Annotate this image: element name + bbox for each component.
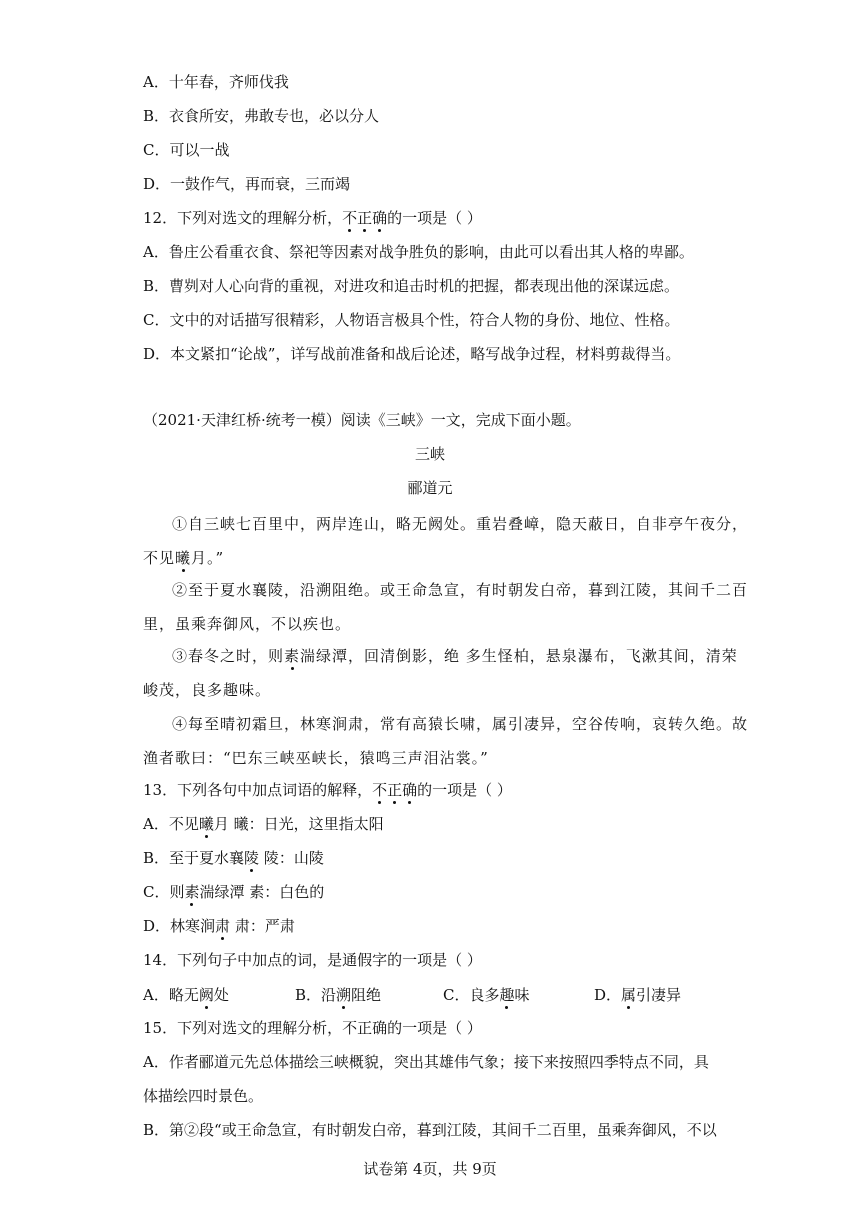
passage-intro: （2021·天津红桥·统考一模）阅读《三峡》一文，完成下面小题。: [143, 411, 581, 429]
passage-title: 三峡: [414, 445, 445, 463]
text: 味: [514, 986, 530, 1004]
q11-option-d: D．一鼓作气，再而衰，三而竭: [143, 175, 351, 193]
emph-char: 确: [402, 781, 418, 799]
emph-char: 素: [284, 647, 301, 665]
emph-char: 曦: [198, 815, 214, 833]
q12-option-b: B．曹刿对人心向背的重视，对进攻和追击时机的把握，都表现出他的深谋远虑。: [143, 277, 680, 295]
text: 月 曦：日光，这里指太阳: [213, 815, 384, 833]
q15-stem: 15．下列对选文的理解分析，不正确的一项是（ ）: [143, 1019, 482, 1037]
text: 处: [213, 986, 229, 1004]
emph-char: 正: [357, 209, 373, 227]
text: 阻绝: [351, 986, 382, 1004]
emph-char: 正: [387, 781, 403, 799]
q15-option-a-line2: 体描绘四时景色。: [143, 1087, 264, 1105]
q13-option-b: [143, 848, 324, 868]
emph-char: 不: [342, 209, 358, 227]
text: C．良多: [443, 986, 500, 1004]
emph-char: 属: [621, 986, 637, 1004]
passage-p1-line2: [143, 548, 224, 568]
q12-stem-post: 的一项是（ ）: [387, 209, 482, 227]
text: B．至于夏水襄: [143, 849, 245, 867]
text: 引凄异: [636, 986, 682, 1004]
passage-author: 郦道元: [407, 479, 453, 497]
q14-stem: 14．下列句子中加点的词，是通假字的一项是（ ）: [143, 951, 482, 969]
passage-p2-line1: ②至于夏水襄陵，沿溯阻绝。或王命急宣，有时朝发白帝，暮到江陵，其间千二百: [172, 581, 749, 599]
q14-option-c: [443, 984, 530, 1005]
q14-option-a: [143, 984, 229, 1005]
q12-stem-pre: 12．下列对选文的理解分析，: [143, 209, 343, 227]
q13-stem-post: 的一项是（ ）: [417, 781, 512, 799]
q15-option-a-line1: A．作者郦道元先总体描绘三峡概貌，突出其雄伟气象；接下来按照四季特点不同，具: [143, 1053, 709, 1071]
emph-char: 不: [372, 781, 388, 799]
text: A．略无: [143, 986, 199, 1004]
text: 肃：严肃: [230, 917, 295, 935]
text: D．: [594, 986, 622, 1004]
q11-option-a: A．十年春，齐师伐我: [143, 73, 289, 91]
text: A．不见: [143, 815, 199, 833]
text: 湍绿潭，回清倒影，绝 多生怪柏，悬泉瀑布，飞漱其间，清荣: [300, 647, 738, 665]
emph-char: 确: [372, 209, 388, 227]
q12-option-d: D．本文紧扣“论战”，详写战前准备和战后论述，略写战争过程，材料剪裁得当。: [143, 345, 681, 363]
passage-p1-line1: ①自三峡七百里中，两岸连山，略无阙处。重岩叠嶂，隐天蔽日，自非亭午夜分，: [172, 515, 749, 533]
q11-option-c: C．可以一战: [143, 141, 230, 159]
q13-option-c: [143, 882, 324, 902]
text: B．沿: [295, 986, 337, 1004]
emph-char: 溯: [336, 986, 352, 1004]
q11-option-b: B．衣食所安，弗敢专也，必以分人: [143, 107, 380, 125]
text: D．林寒涧: [143, 917, 216, 935]
emph-char: 阙: [198, 986, 214, 1004]
q12-option-a: A．鲁庄公看重衣食、祭祀等因素对战争胜负的影响，由此可以看出其人格的卑鄙。: [143, 243, 694, 261]
passage-p2-line2: 里，虽乘奔御风，不以疾也。: [143, 615, 352, 633]
text: 湍绿潭 素：白色的: [199, 883, 325, 901]
passage-p3-line2: 峻茂，良多趣味。: [143, 681, 272, 699]
q13-option-a: [143, 814, 384, 834]
q13-stem-emphasis: [372, 781, 417, 799]
emph-char: 陵: [244, 849, 260, 867]
text: 不见: [143, 549, 176, 567]
q14-option-d: [594, 984, 681, 1005]
page-footer: 试卷第 4页，共 9页: [363, 1160, 497, 1178]
emph-char: 趣: [499, 986, 515, 1004]
q13-option-d: [143, 916, 295, 936]
passage-p4-line1: ④每至晴初霜旦，林寒涧肃，常有高猿长啸，属引凄异，空谷传响，哀转久绝。故: [172, 715, 749, 733]
passage-p4-line2: 渔者歌曰：“巴东三峡巫峡长，猿鸣三声泪沾裳。”: [143, 749, 489, 767]
passage-p3-line1: [172, 646, 738, 666]
q14-option-b: [295, 984, 381, 1005]
q13-stem-pre: 13．下列各句中加点词语的解释，: [143, 781, 373, 799]
q12-stem: [143, 208, 482, 228]
q13-stem: [143, 780, 512, 800]
q15-option-b-line1: B．第②段“或王命急宣，有时朝发白帝，暮到江陵，其间千二百里，虽乘奔御风，不以: [143, 1121, 717, 1139]
q12-stem-emphasis: [342, 209, 387, 227]
text: 月。”: [191, 549, 225, 567]
text: ③春冬之时，则: [172, 647, 285, 665]
text: C．则: [143, 883, 185, 901]
emph-char: 素: [184, 883, 200, 901]
text: 陵：山陵: [259, 849, 324, 867]
q12-option-c: C．文中的对话描写很精彩，人物语言极具个性，符合人物的身份、地位、性格。: [143, 311, 680, 329]
emph-char: 肃: [215, 917, 231, 935]
emph-char: 曦: [175, 549, 192, 567]
